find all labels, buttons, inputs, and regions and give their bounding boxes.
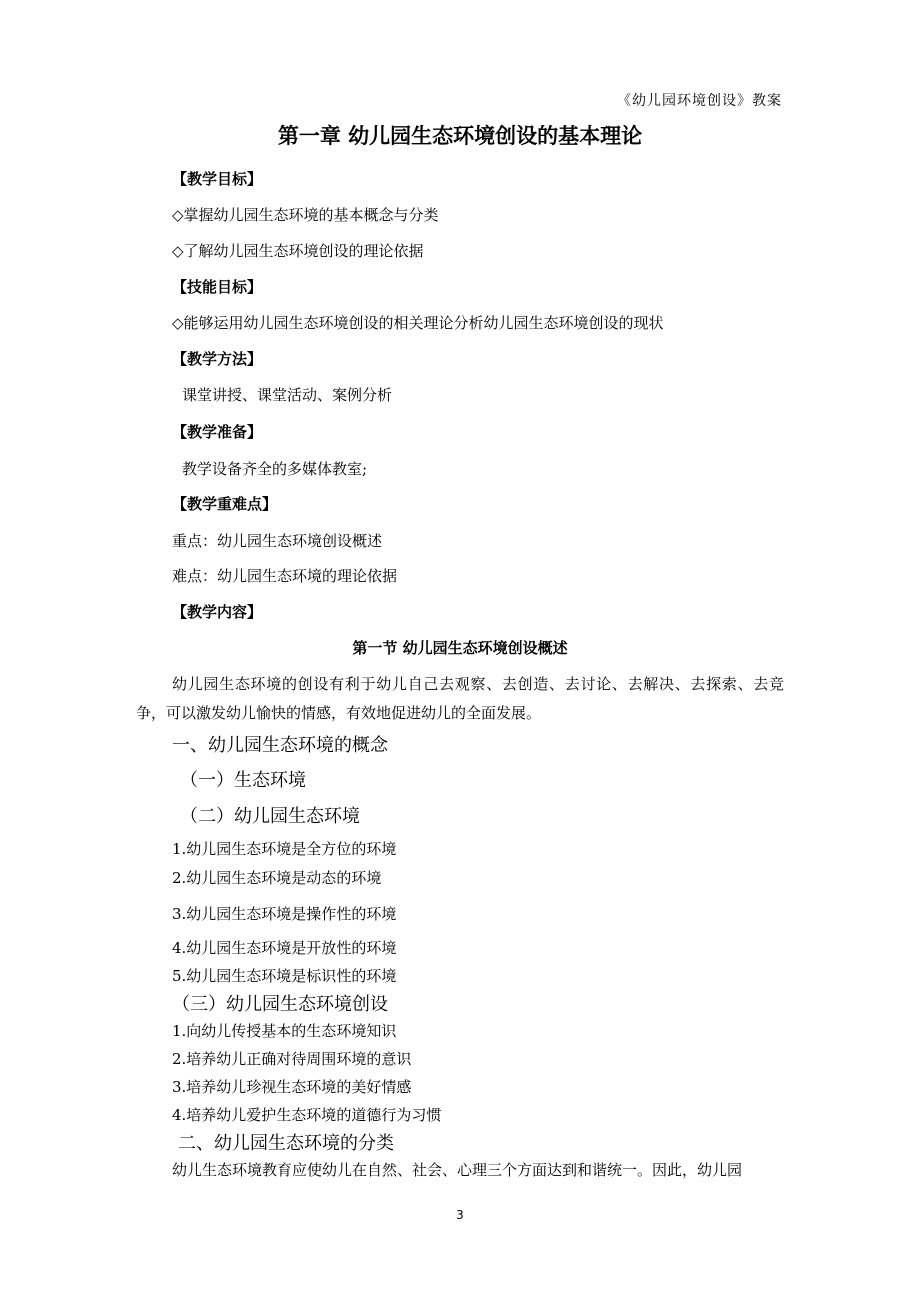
key-points-label: 【教学重难点】: [172, 495, 278, 513]
teaching-methods-label: 【教学方法】: [172, 350, 263, 368]
list-item: 2.幼儿园生态环境是动态的环境: [172, 869, 382, 887]
list-item: 4.培养幼儿爱护生态环境的道德行为习惯: [172, 1106, 442, 1124]
teaching-goal-item: ◇了解幼儿园生态环境创设的理论依据: [172, 242, 424, 260]
key-point-text: 重点：幼儿园生态环境创设概述: [172, 532, 383, 550]
teaching-prep-text: 教学设备齐全的多媒体教室;: [182, 460, 368, 478]
heading-concept: 一、幼儿园生态环境的概念: [172, 735, 388, 756]
running-header: 《幼儿园环境创设》教案: [617, 93, 782, 109]
teaching-goals-label: 【教学目标】: [172, 170, 263, 188]
heading-classification: 二、幼儿园生态环境的分类: [178, 1133, 394, 1154]
teaching-content-label: 【教学内容】: [172, 603, 263, 621]
skill-goal-item: ◇能够运用幼儿园生态环境创设的相关理论分析幼儿园生态环境创设的现状: [172, 314, 664, 332]
subheading-env-creation: （三）幼儿园生态环境创设: [172, 994, 388, 1015]
list-item: 3.幼儿园生态环境是操作性的环境: [172, 905, 397, 923]
page-number: 3: [456, 1208, 464, 1222]
list-item: 1.向幼儿传授基本的生态环境知识: [172, 1022, 397, 1040]
list-item: 4.幼儿园生态环境是开放性的环境: [172, 939, 397, 957]
classification-paragraph: 幼儿生态环境教育应使幼儿在自然、社会、心理三个方面达到和谐统一。因此，幼儿园: [172, 1161, 743, 1179]
teaching-methods-text: 课堂讲授、课堂活动、案例分析: [182, 386, 393, 404]
section-title: 第一节 幼儿园生态环境创设概述: [352, 639, 568, 657]
subheading-eco-env: （一）生态环境: [180, 770, 306, 791]
chapter-title: 第一章 幼儿园生态环境创设的基本理论: [277, 123, 643, 148]
intro-paragraph: 幼儿园生态环境的创设有利于幼儿自己去观察、去创造、去讨论、去解决、去探索、去竞争，可以激发幼儿愉快的情感，有效地促进幼儿的全面发展。: [136, 675, 784, 722]
teaching-prep-label: 【教学准备】: [172, 423, 263, 441]
list-item: 3.培养幼儿珍视生态环境的美好情感: [172, 1078, 412, 1096]
list-item: 5.幼儿园生态环境是标识性的环境: [172, 967, 397, 985]
list-item: 2.培养幼儿正确对待周围环境的意识: [172, 1050, 412, 1068]
teaching-goal-item: ◇掌握幼儿园生态环境的基本概念与分类: [172, 206, 439, 224]
skill-goals-label: 【技能目标】: [172, 278, 263, 296]
subheading-kindergarten-eco-env: （二）幼儿园生态环境: [180, 806, 360, 827]
difficult-point-text: 难点：幼儿园生态环境的理论依据: [172, 567, 398, 585]
list-item: 1.幼儿园生态环境是全方位的环境: [172, 840, 397, 858]
